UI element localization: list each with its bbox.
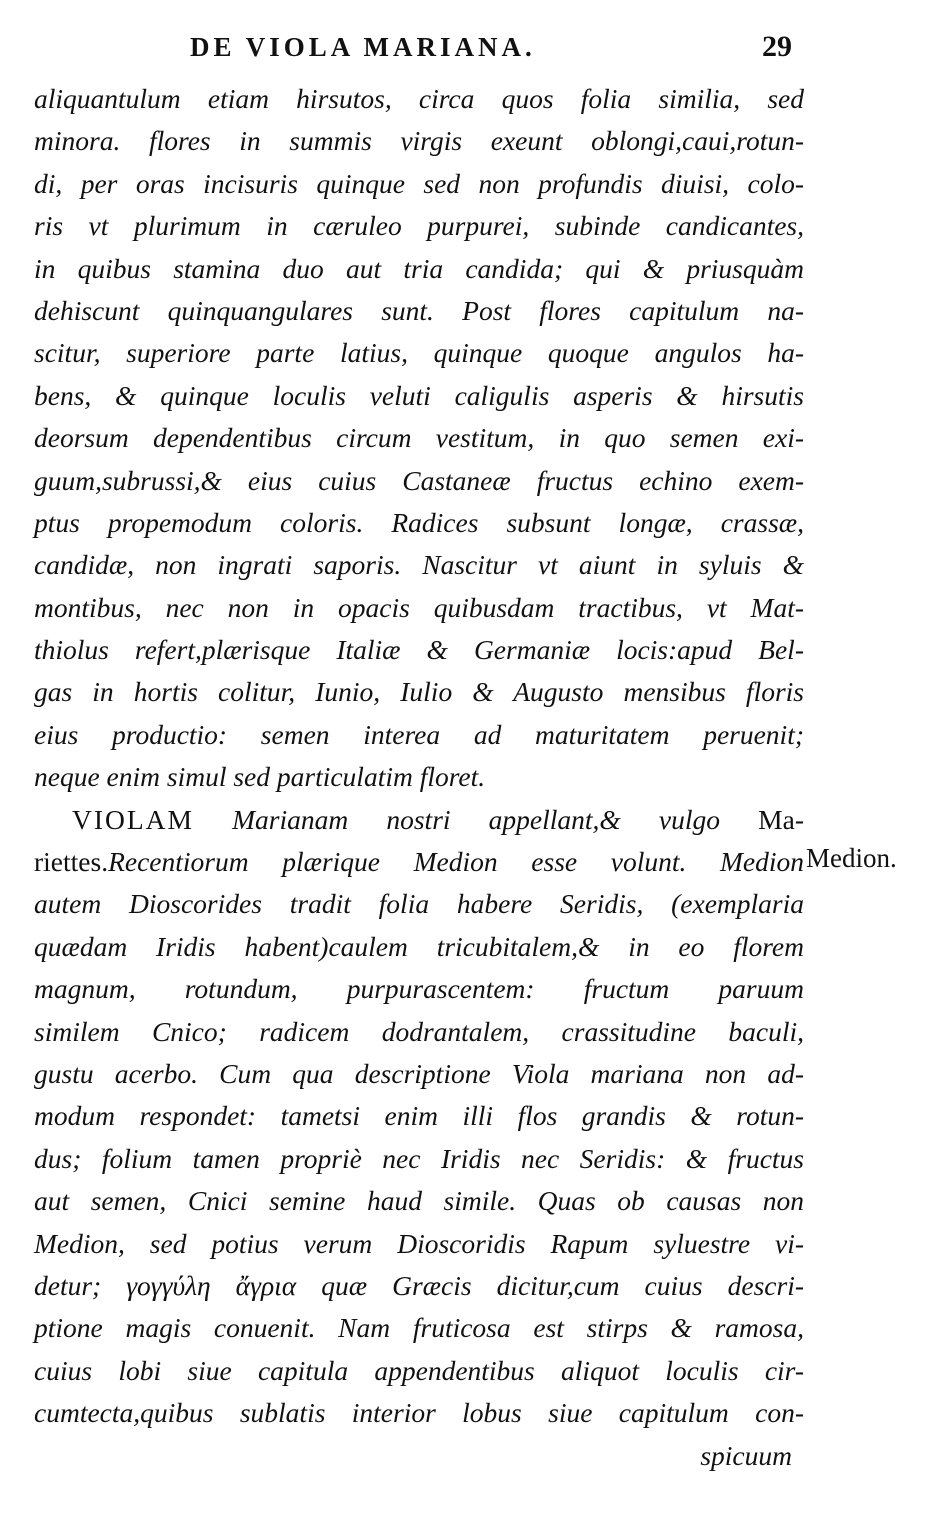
text-line: aliquantulum etiam hirsutos, circa quos folia similia, sed [34, 83, 804, 114]
text-line: scitur, superiore parte latius, quinque quoque angulos ha- [34, 337, 804, 369]
text-line [34, 841, 804, 883]
text-line: quædam Iridis habent)caulem tricubitalem,& in eo florem [34, 930, 804, 962]
text-line: autem Dioscorides tradit folia habere Seridis, (exemplaria [34, 888, 804, 920]
text-fragment: riettes. [34, 846, 109, 878]
text-line: modum respondet: tametsi enim illi flos grandis & rotun- [34, 1100, 804, 1132]
text-line: magnum, rotundum, purpurascentem: fructum paruum [34, 973, 804, 1005]
page-number: 29 [762, 30, 792, 63]
text-line: dus; folium tamen propriè nec Iridis nec Seridis: & fructus [34, 1142, 804, 1174]
text-line: eius productio: semen interea ad maturitatem peruenit; [34, 718, 804, 750]
text-fragment: Ma- [758, 803, 804, 835]
text-line: minora. flores in summis virgis exeunt oblongi,caui,rotun- [34, 125, 804, 157]
text-line: gas in hortis colitur, Iunio, Iulio & Augusto mensibus floris [34, 676, 804, 708]
running-title: DE VIOLA MARIANA. [190, 32, 536, 62]
text-line: in quibus stamina duo aut tria candida; qui & priusquàm [34, 252, 804, 284]
text-line: neque enim simul sed particulatim floret. [34, 761, 486, 793]
text-line: guum,subrussi,& eius cuius Castaneæ fructus echino exem- [34, 464, 804, 496]
text-line: cuius lobi siue capitula appendentibus aliquot loculis cir- [34, 1354, 804, 1386]
text-line: gustu acerbo. Cum qua descriptione Viola mariana non ad- [34, 1057, 804, 1089]
body-text [34, 78, 804, 1477]
text-line: candidæ, non ingrati saporis. Nascitur vt aiunt in syluis & [34, 549, 804, 581]
text-line: cumtecta,quibus sublatis interior lobus siue capitulum con- [34, 1397, 804, 1429]
page-header [190, 32, 800, 72]
text-line: ris vt plurimum in cæruleo purpurei, subinde candicantes, [34, 210, 804, 242]
text-line: dehiscunt quinquangulares sunt. Post flores capitulum na- [34, 294, 804, 326]
text-line: thiolus refert,plærisque Italiæ & Germaniæ locis:apud Bel- [34, 634, 804, 666]
text-line: montibus, nec non in opacis quibusdam tractibus, vt Mat- [34, 591, 804, 623]
margin-note: Medion. [806, 843, 897, 873]
paragraph-start-line [34, 799, 804, 841]
text-line: di, per oras incisuris quinque sed non profundis diuisi, colo- [34, 167, 804, 199]
text-line: deorsum dependentibus circum vestitum, in quo semen exi- [34, 422, 804, 454]
text-line: ptus propemodum coloris. Radices subsunt longæ, crassæ, [34, 506, 804, 538]
catchword: spicuum [700, 1439, 792, 1471]
text-line: detur; γογγύλη ἄγρια quæ Græcis dicitur,cum cuius descri- [34, 1269, 804, 1301]
text-line: aut semen, Cnici semine haud simile. Quas ob causas non [34, 1185, 804, 1217]
text-fragment: Marianam nostri appellant,& vulgo [232, 803, 721, 835]
text-line: bens, & quinque loculis veluti caligulis asperis & hirsutis [34, 379, 804, 411]
text-line: Medion, sed potius verum Dioscoridis Rapum syluestre vi- [34, 1227, 804, 1259]
text-fragment: Recentiorum plærique Medion esse volunt. Medion [108, 846, 804, 878]
text-line: similem Cnico; radicem dodrantalem, crassitudine baculi, [34, 1015, 804, 1047]
text-line: ptione magis conuenit. Nam fruticosa est stirps & ramosa, [34, 1312, 804, 1344]
lead-word: VIOLAM [72, 803, 194, 835]
